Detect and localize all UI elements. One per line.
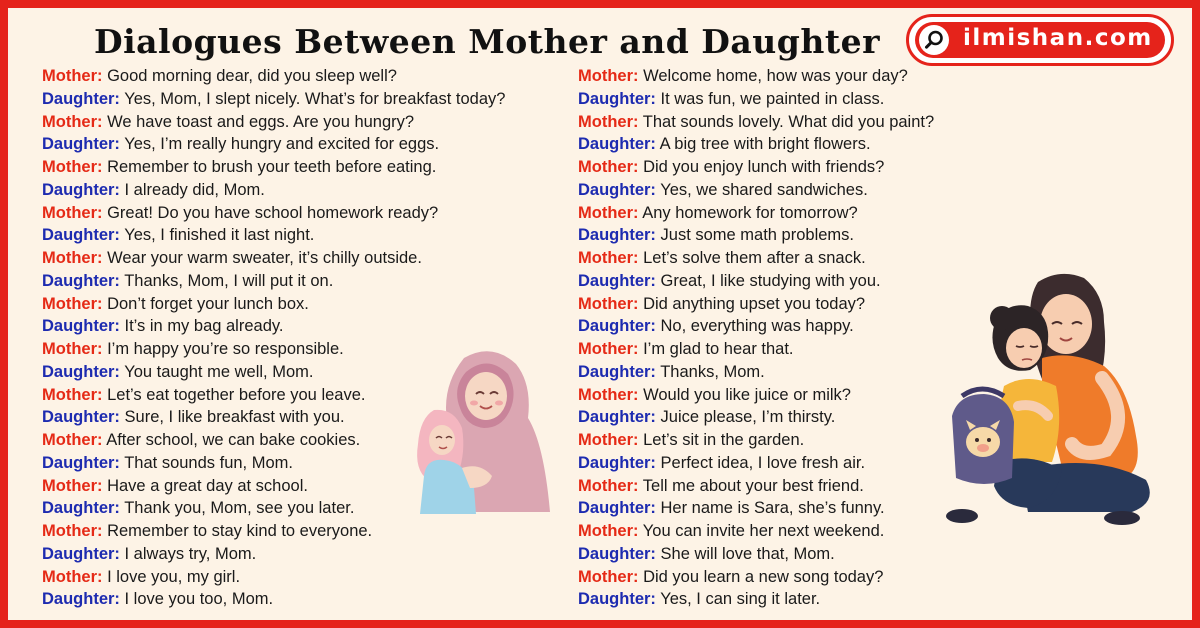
speaker-mother: Mother:	[42, 67, 103, 85]
dialogue-text: You taught me well, Mom.	[124, 362, 314, 381]
speaker-daughter: Daughter:	[42, 499, 120, 518]
dialogue-text: Did you enjoy lunch with friends?	[643, 158, 885, 176]
speaker-mother: Mother:	[578, 385, 639, 404]
dialogue-line	[578, 361, 934, 384]
dialogue-text: Her name is Sara, she’s funny.	[660, 499, 885, 518]
speaker-daughter: Daughter:	[42, 590, 120, 609]
dialogue-text: Thank you, Mom, see you later.	[124, 499, 355, 518]
speaker-mother: Mother:	[578, 203, 639, 222]
dialogue-line	[578, 224, 934, 247]
speaker-daughter: Daughter:	[578, 135, 656, 154]
dialogue-line	[578, 520, 934, 543]
dialogue-text: Good morning dear, did you sleep well?	[107, 67, 397, 85]
page-title: Dialogues Between Mother and Daughter	[94, 22, 880, 61]
speaker-mother: Mother:	[578, 67, 639, 85]
speaker-mother: Mother:	[578, 340, 639, 358]
dialogue-text: After school, we can bake cookies.	[106, 431, 361, 449]
dialogue-line	[42, 270, 505, 293]
dialogue-text: That sounds lovely. What did you paint?	[642, 112, 935, 131]
speaker-daughter: Daughter:	[42, 271, 120, 290]
speaker-daughter: Daughter:	[578, 453, 656, 472]
dialogue-text: Great, I like studying with you.	[660, 271, 881, 290]
dialogue-text: Remember to stay kind to everyone.	[107, 522, 373, 540]
dialogue-text: Remember to brush your teeth before eating.	[107, 158, 437, 176]
dialogue-line	[578, 111, 934, 134]
dialogue-line	[42, 293, 505, 316]
dialogue-line	[578, 406, 934, 429]
speaker-daughter: Daughter:	[578, 180, 656, 199]
hijab-mother-daughter-hug-illustration	[404, 348, 556, 514]
speaker-daughter: Daughter:	[42, 226, 120, 245]
speaker-mother: Mother:	[578, 294, 639, 313]
dialogue-line	[42, 65, 505, 88]
brand-badge[interactable]	[906, 14, 1174, 66]
dialogue-line	[578, 338, 934, 361]
speaker-mother: Mother:	[42, 567, 103, 586]
dialogue-text: I’m glad to hear that.	[643, 340, 794, 358]
speaker-daughter: Daughter:	[578, 362, 656, 381]
dialogue-text: Juice please, I’m thirsty.	[660, 408, 836, 427]
dialogue-text: She will love that, Mom.	[660, 544, 835, 563]
speaker-mother: Mother:	[578, 431, 639, 449]
speaker-mother: Mother:	[42, 294, 103, 313]
speaker-mother: Mother:	[42, 203, 103, 222]
dialogue-text: Yes, I finished it last night.	[124, 226, 315, 245]
dialogue-text: We have toast and eggs. Are you hungry?	[107, 112, 415, 131]
dialogue-text: Did anything upset you today?	[643, 294, 866, 313]
dialogue-text: Sure, I like breakfast with you.	[124, 408, 345, 427]
dialogue-text: It was fun, we painted in class.	[660, 89, 885, 108]
dialogue-line	[42, 247, 505, 270]
dialogue-text: Any homework for tomorrow?	[642, 203, 858, 222]
speaker-daughter: Daughter:	[42, 89, 120, 108]
speaker-mother: Mother:	[42, 476, 103, 495]
speaker-mother: Mother:	[578, 249, 639, 267]
dialogue-line	[578, 429, 934, 452]
dialogue-line	[578, 270, 934, 293]
speaker-daughter: Daughter:	[42, 180, 120, 199]
right-dialogue-column	[578, 65, 934, 611]
dialogue-line	[42, 111, 505, 134]
speaker-daughter: Daughter:	[578, 271, 656, 290]
speaker-mother: Mother:	[42, 522, 103, 540]
dialogue-text: I love you too, Mom.	[124, 590, 274, 609]
dialogue-text: Have a great day at school.	[107, 476, 308, 495]
dialogue-line	[578, 452, 934, 475]
dialogue-line	[42, 224, 505, 247]
brand-site-name[interactable]: ilmishan.com	[963, 25, 1153, 51]
speaker-mother: Mother:	[42, 385, 103, 404]
dialogue-text: Let’s eat together before you leave.	[107, 385, 366, 404]
dialogue-line	[578, 315, 934, 338]
speaker-mother: Mother:	[42, 431, 103, 449]
dialogue-text: Did you learn a new song today?	[643, 567, 884, 586]
mother-hugging-daughter-with-backpack-illustration	[932, 266, 1168, 536]
dialogue-text: Thanks, Mom.	[660, 362, 765, 381]
dialogue-text: Thanks, Mom, I will put it on.	[124, 271, 334, 290]
infographic-card	[8, 8, 1192, 620]
dialogue-line	[42, 520, 505, 543]
speaker-daughter: Daughter:	[578, 317, 656, 336]
dialogue-text: Let’s sit in the garden.	[643, 431, 805, 449]
dialogue-text: Great! Do you have school homework ready?	[107, 203, 439, 222]
speaker-daughter: Daughter:	[578, 544, 656, 563]
dialogue-text: Perfect idea, I love fresh air.	[660, 453, 866, 472]
dialogue-text: I always try, Mom.	[124, 544, 257, 563]
dialogue-line	[578, 475, 934, 498]
dialogue-text: No, everything was happy.	[660, 317, 854, 336]
dialogue-text: That sounds fun, Mom.	[124, 453, 293, 472]
dialogue-line	[578, 497, 934, 520]
dialogue-line	[578, 247, 934, 270]
dialogue-line	[42, 543, 505, 566]
dialogue-text: I love you, my girl.	[107, 567, 241, 586]
dialogue-line	[578, 88, 934, 111]
dialogue-text: It’s in my bag already.	[124, 317, 284, 336]
dialogue-line	[578, 202, 934, 225]
speaker-daughter: Daughter:	[42, 317, 120, 336]
speaker-mother: Mother:	[42, 158, 103, 176]
dialogue-text: Just some math problems.	[660, 226, 855, 245]
speaker-daughter: Daughter:	[42, 544, 120, 563]
speaker-daughter: Daughter:	[42, 135, 120, 154]
brand-pill[interactable]	[915, 22, 1165, 58]
speaker-mother: Mother:	[578, 567, 639, 586]
dialogue-line	[42, 202, 505, 225]
dialogue-line	[578, 543, 934, 566]
dialogue-line	[578, 179, 934, 202]
dialogue-text: Yes, I’m really hungry and excited for eggs.	[124, 135, 440, 154]
dialogue-text: Yes, Mom, I slept nicely. What’s for breakfast today?	[124, 89, 506, 108]
speaker-mother: Mother:	[42, 340, 103, 358]
speaker-mother: Mother:	[42, 249, 103, 267]
dialogue-text: I’m happy you’re so responsible.	[107, 340, 344, 358]
dialogue-line	[42, 133, 505, 156]
left-dialogue-column	[42, 65, 505, 611]
dialogue-text: Don’t forget your lunch box.	[107, 294, 309, 313]
speaker-mother: Mother:	[578, 158, 639, 176]
dialogue-text: I already did, Mom.	[124, 180, 265, 199]
speaker-mother: Mother:	[578, 476, 639, 495]
dialogue-text: Would you like juice or milk?	[643, 385, 851, 404]
dialogue-line	[42, 566, 505, 589]
dialogue-line	[42, 156, 505, 179]
dialogue-text: You can invite her next weekend.	[642, 522, 885, 540]
dialogue-text: Yes, we shared sandwiches.	[660, 180, 868, 199]
dialogue-text: Wear your warm sweater, it’s chilly outside.	[107, 249, 422, 267]
search-icon	[919, 25, 949, 55]
dialogue-text: Let’s solve them after a snack.	[643, 249, 866, 267]
dialogue-line	[42, 88, 505, 111]
speaker-daughter: Daughter:	[42, 453, 120, 472]
dialogue-text: A big tree with bright flowers.	[659, 135, 871, 154]
dialogue-text: Yes, I can sing it later.	[660, 590, 821, 609]
speaker-mother: Mother:	[42, 112, 103, 131]
dialogue-line	[578, 293, 934, 316]
dialogue-text: Welcome home, how was your day?	[643, 67, 908, 85]
speaker-daughter: Daughter:	[578, 408, 656, 427]
speaker-daughter: Daughter:	[578, 89, 656, 108]
speaker-daughter: Daughter:	[578, 499, 656, 518]
speaker-daughter: Daughter:	[42, 362, 120, 381]
speaker-daughter: Daughter:	[578, 590, 656, 609]
dialogue-line	[578, 588, 934, 611]
dialogue-line	[578, 566, 934, 589]
dialogue-line	[42, 315, 505, 338]
dialogue-line	[578, 156, 934, 179]
dialogue-text: Tell me about your best friend.	[642, 476, 864, 495]
speaker-mother: Mother:	[578, 112, 639, 131]
dialogue-line	[42, 179, 505, 202]
speaker-daughter: Daughter:	[578, 226, 656, 245]
dialogue-line	[42, 588, 505, 611]
speaker-mother: Mother:	[578, 522, 639, 540]
dialogue-line	[578, 65, 934, 88]
speaker-daughter: Daughter:	[42, 408, 120, 427]
dialogue-line	[578, 133, 934, 156]
dialogue-line	[578, 384, 934, 407]
